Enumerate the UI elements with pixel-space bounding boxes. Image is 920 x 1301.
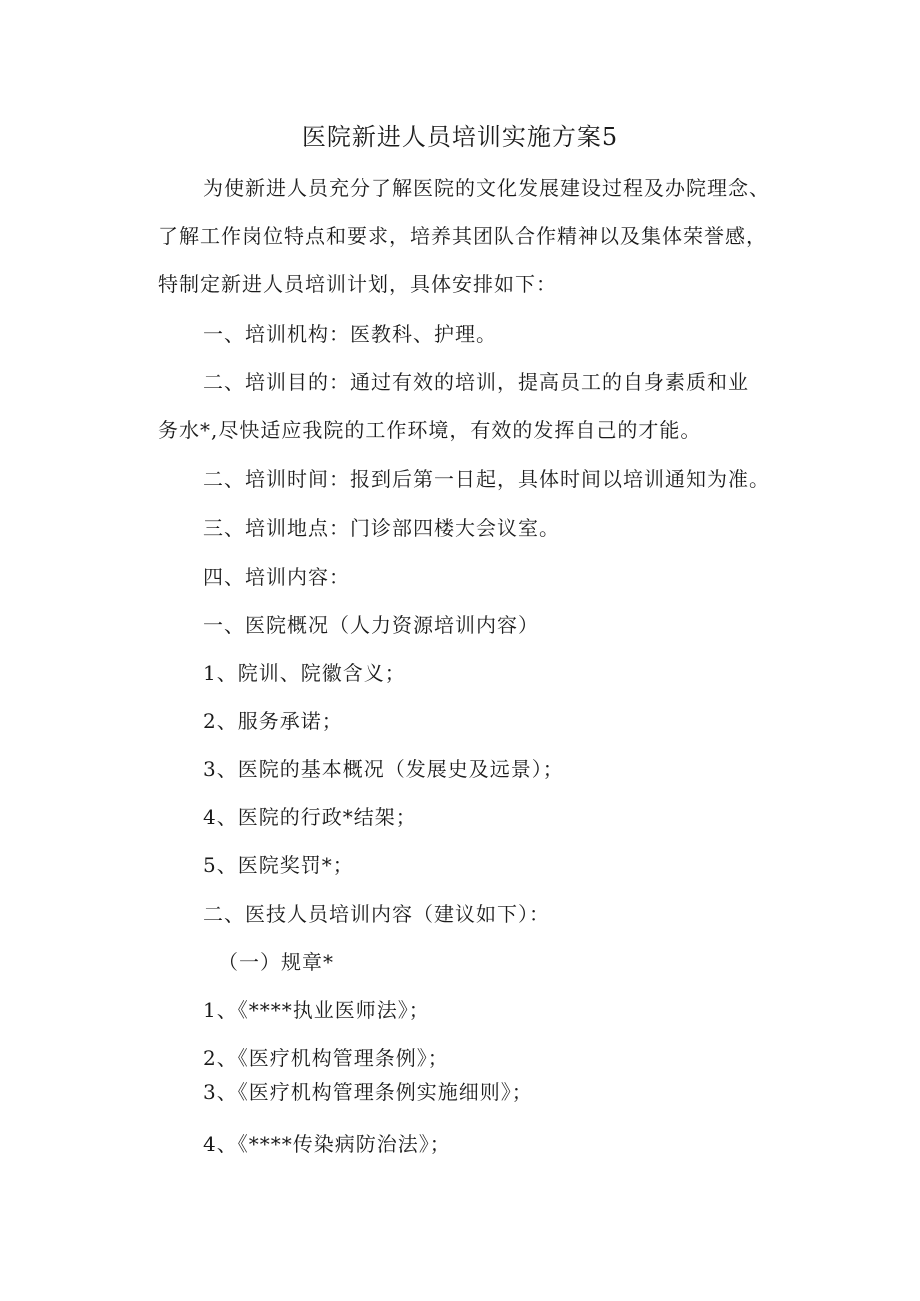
list-item: 4、医院的行政*结架； [203,805,417,829]
section-training-place: 三、培训地点：门诊部四楼大会议室。 [203,516,560,540]
intro-line-1: 为使新进人员充分了解医院的文化发展建设过程及办院理念、 [203,176,770,200]
section-training-goal-cont: 务水*,尽快适应我院的工作环境，有效的发挥自己的才能。 [158,418,702,442]
list-item: 2、服务承诺； [203,709,343,733]
document-title: 医院新进人员培训实施方案5 [301,123,619,151]
intro-line-3: 特制定新进人员培训计划，具体安排如下： [158,272,557,296]
subsection-regulations: （一）规章* [218,950,334,974]
list-item: 3、医院的基本概况（发展史及远景）； [203,757,564,781]
section-training-org: 一、培训机构：医教科、护理。 [203,322,497,346]
list-item: 1、《****执业医师法》； [203,998,430,1022]
intro-line-2: 了解工作岗位特点和要求，培养其团队合作精神以及集体荣誉感， [158,224,767,248]
subsection-hospital-overview: 一、医院概况（人力资源培训内容） [203,613,539,637]
list-item: 1、院训、院徽含义； [203,661,406,685]
section-training-goal: 二、培训目的：通过有效的培训，提高员工的自身素质和业 [203,370,749,394]
list-item: 2、《医疗机构管理条例》； [203,1046,449,1070]
section-training-time: 二、培训时间：报到后第一日起，具体时间以培训通知为准。 [203,467,770,491]
list-item: 4、《****传染病防治法》； [203,1132,451,1156]
list-item: 5、医院奖罚*； [203,853,354,877]
subsection-medtech-training: 二、医技人员培训内容（建议如下）： [203,902,550,926]
section-training-content: 四、培训内容： [203,565,350,589]
list-item: 3、《医疗机构管理条例实施细则》； [203,1080,533,1104]
